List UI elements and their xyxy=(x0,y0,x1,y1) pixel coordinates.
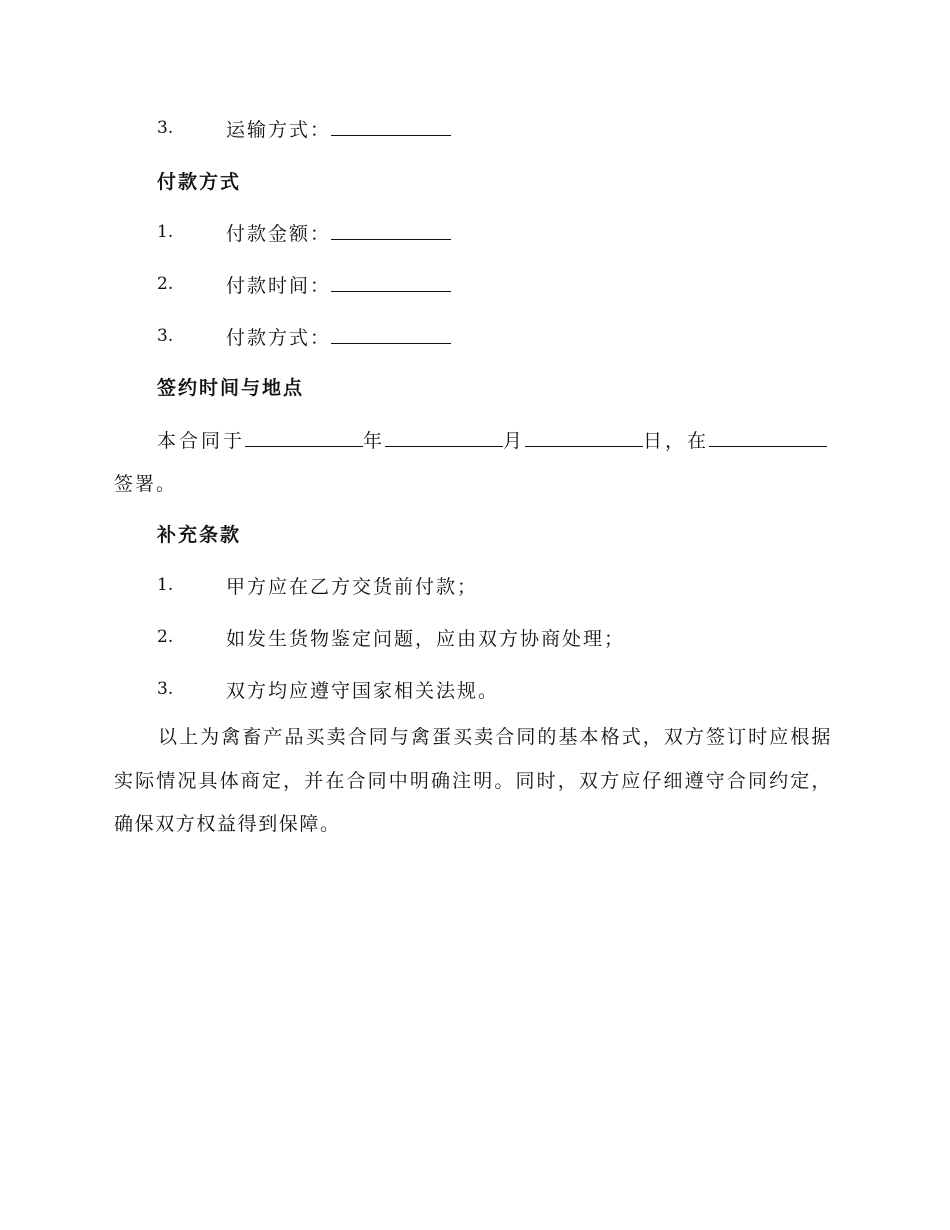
blank-line xyxy=(245,428,363,447)
supplement-item-number: 3. xyxy=(157,679,174,699)
supplement-item-text: 甲方应在乙方交货前付款； xyxy=(226,576,479,598)
payment-item-label: 付款时间： xyxy=(226,271,451,298)
transport-item-label: 运输方式： xyxy=(226,115,451,142)
blank-line xyxy=(331,221,451,240)
transport-item-number: 3. xyxy=(157,118,174,138)
closing-paragraph: 以上为禽畜产品买卖合同与禽蛋买卖合同的基本格式，双方签订时应根据实际情况具体商定，并在合同中明确注明。同时，双方应仔细遵守合同约定，确保双方权益得到保障。 xyxy=(114,726,832,835)
payment-item-number: 1. xyxy=(157,222,174,242)
signing-suffix: 签署。 xyxy=(114,473,178,495)
supplement-item-number: 2. xyxy=(157,627,174,647)
payment-item-number: 2. xyxy=(157,274,174,294)
blank-line xyxy=(525,428,643,447)
blank-line xyxy=(331,273,451,292)
supplement-heading: 补充条款 xyxy=(157,524,242,546)
supplement-item-text: 如发生货物鉴定问题，应由双方协商处理； xyxy=(226,628,626,650)
blank-line xyxy=(331,325,451,344)
supplement-item-number: 1. xyxy=(157,575,174,595)
signing-line: 本合同于 年 月 日，在 xyxy=(157,426,827,453)
payment-item-label: 付款金额： xyxy=(226,219,451,246)
payment-item-label: 付款方式： xyxy=(226,323,451,350)
supplement-item-text: 双方均应遵守国家相关法规。 xyxy=(226,680,500,702)
blank-line xyxy=(709,428,827,447)
blank-line xyxy=(385,428,503,447)
payment-item-number: 3. xyxy=(157,326,174,346)
payment-heading: 付款方式 xyxy=(157,171,242,193)
signing-heading: 签约时间与地点 xyxy=(157,377,305,399)
blank-line xyxy=(331,117,451,136)
